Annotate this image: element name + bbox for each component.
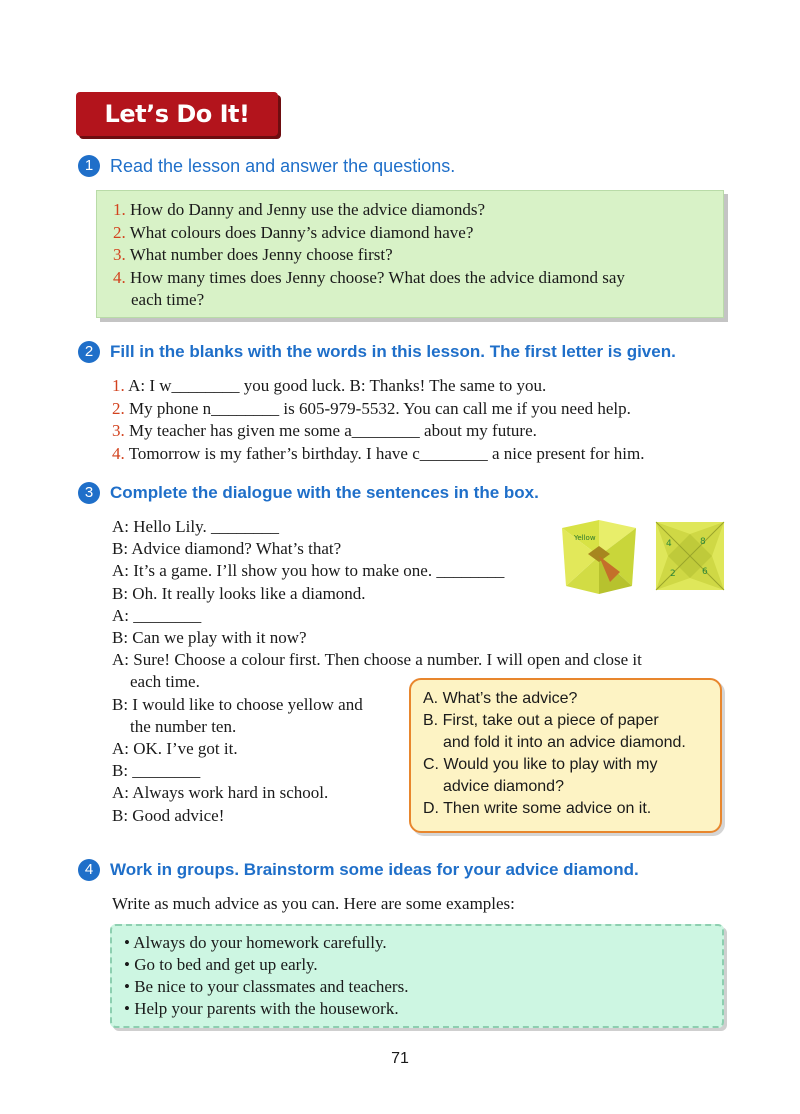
lets-do-it-banner: Let’s Do It! <box>76 92 278 136</box>
option-item: A. What’s the advice? <box>423 690 578 707</box>
option-item: C. Would you like to play with my <box>423 756 658 773</box>
example-item: • Go to bed and get up early. <box>124 955 318 974</box>
dialogue-line: A: Sure! Choose a colour first. Then choose a number. I will open and close it <box>112 650 642 670</box>
dialogue-line: B: ________ <box>112 761 201 781</box>
advice-diamond-image-closed <box>558 516 640 596</box>
section-4-title: Work in groups. Brainstorm some ideas for your advice diamond. <box>110 860 639 879</box>
dialogue-line: A: It’s a game. I’ll show you how to make one. ________ <box>112 561 505 581</box>
section-2-heading <box>78 341 676 363</box>
dialogue-line: B: Oh. It really looks like a diamond. <box>112 583 366 603</box>
questions-box <box>96 190 724 318</box>
fill-blank-item: 3. My teacher has given me some a________ about my future. <box>112 421 537 440</box>
dialogue-line: each time. <box>130 672 200 692</box>
svg-text:2: 2 <box>670 569 676 579</box>
dialogue-line: A: Hello Lily. ________ <box>112 517 279 536</box>
example-item: • Be nice to your classmates and teachers. <box>124 977 409 996</box>
fill-blank-item: 4. Tomorrow is my father’s birthday. I have c________ a nice present for him. <box>112 443 645 463</box>
fill-blank-item: 1. A: I w________ you good luck. B: Thanks! The same to you. <box>112 376 547 395</box>
section-4-heading <box>78 859 639 881</box>
advice-diamond-image-open <box>650 516 730 596</box>
dialogue-line: A: Always work hard in school. <box>112 783 329 803</box>
option-item-continuation: advice diamond? <box>443 778 564 795</box>
answer-options-box <box>409 678 722 833</box>
section-1-heading <box>78 155 455 177</box>
section-2-title: Fill in the blanks with the words in this lesson. The first letter is given. <box>110 342 676 361</box>
question-item: 1. How do Danny and Jenny use the advice diamonds? <box>113 200 486 219</box>
dialogue-line: A: ________ <box>112 605 202 625</box>
example-item: • Help your parents with the housework. <box>124 999 399 1018</box>
examples-box <box>110 924 724 1028</box>
question-item-continuation: each time? <box>131 290 205 309</box>
question-item: 2. What colours does Danny’s advice diamond have? <box>113 222 474 242</box>
section-3-number: 3 <box>78 482 100 504</box>
dialogue-line: the number ten. <box>130 716 237 736</box>
section-4-intro: Write as much advice as you can. Here are some examples: <box>112 894 515 913</box>
svg-text:8: 8 <box>700 537 706 547</box>
section-3-heading <box>78 482 539 504</box>
page-number: 71 <box>391 1050 409 1067</box>
dialogue-line: B: Can we play with it now? <box>112 628 307 648</box>
dialogue-line: B: Advice diamond? What’s that? <box>112 539 342 559</box>
svg-text:Yellow: Yellow <box>574 534 596 542</box>
question-item: 3. What number does Jenny choose first? <box>113 245 393 264</box>
option-item: D. Then write some advice on it. <box>423 800 652 817</box>
option-item: B. First, take out a piece of paper <box>423 712 659 729</box>
section-2-number: 2 <box>78 341 100 363</box>
fill-blanks-list <box>112 375 644 465</box>
dialogue-line: B: Good advice! <box>112 805 225 825</box>
fill-blank-item: 2. My phone n________ is 605-979-5532. You can call me if you need help. <box>112 398 631 418</box>
example-item: • Always do your homework carefully. <box>124 933 387 952</box>
section-1-title: Read the lesson and answer the questions. <box>110 155 456 176</box>
dialogue-line: A: OK. I’ve got it. <box>112 739 238 759</box>
dialogue-line: B: I would like to choose yellow and <box>112 694 363 714</box>
section-1-number: 1 <box>78 155 100 177</box>
option-item-continuation: and fold it into an advice diamond. <box>443 734 686 751</box>
svg-text:6: 6 <box>702 567 708 577</box>
question-item: 4. How many times does Jenny choose? What does the advice diamond say <box>113 267 625 287</box>
section-4-number: 4 <box>78 859 100 881</box>
svg-text:4: 4 <box>666 539 672 549</box>
section-3-title: Complete the dialogue with the sentences in the box. <box>110 483 539 502</box>
